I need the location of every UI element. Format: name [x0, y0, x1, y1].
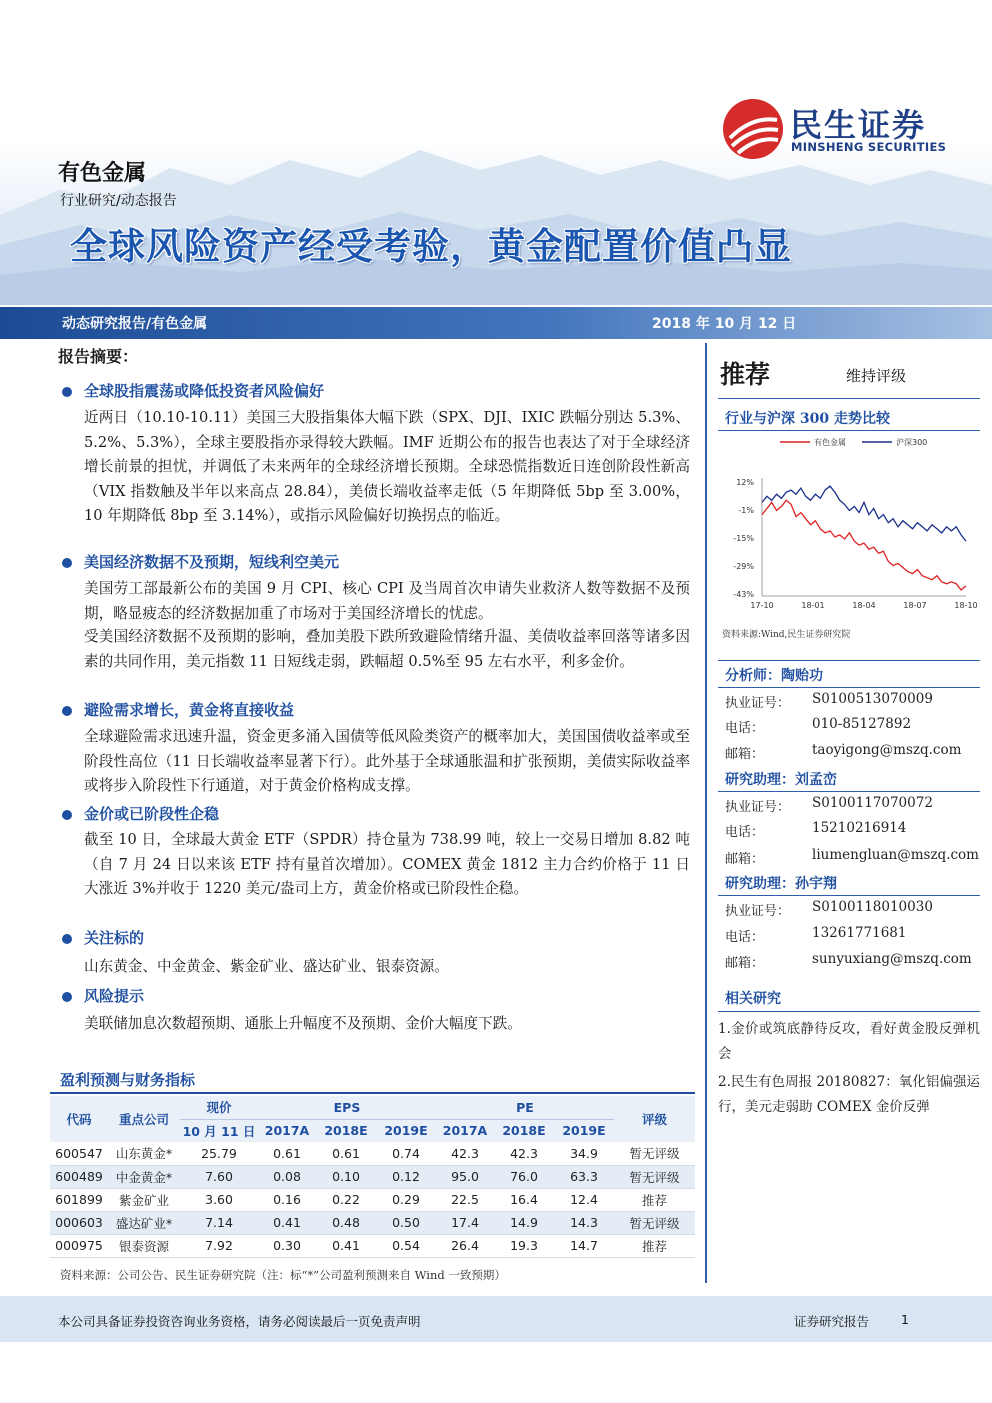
- header-year: 2018E: [494, 1119, 554, 1142]
- cell-pe: 19.3: [494, 1234, 554, 1257]
- cell-rating: 暂无评级: [614, 1165, 695, 1188]
- table-row: [50, 1234, 695, 1257]
- cell-eps: 0.22: [316, 1188, 376, 1211]
- analyst-role: 研究助理：: [725, 876, 795, 892]
- email-address[interactable]: taoyigong@mszq.com: [812, 742, 962, 758]
- cert-number: S0100118010030: [812, 899, 933, 915]
- cell-rating: 暂无评级: [614, 1211, 695, 1234]
- column-divider: [705, 343, 707, 1283]
- header-pe: PE: [436, 1096, 614, 1119]
- bullet-icon: [62, 558, 72, 568]
- cell-price: 3.60: [180, 1188, 258, 1211]
- cell-eps: 0.48: [316, 1211, 376, 1234]
- phone-label: 电话：: [725, 721, 765, 736]
- cell-pe: 16.4: [494, 1188, 554, 1211]
- footer-label: 证券研究报告: [794, 1314, 870, 1329]
- industry-label: 有色金属: [58, 161, 147, 186]
- analyst-name: 刘孟峦: [795, 772, 837, 788]
- header-price: 现价: [180, 1096, 258, 1119]
- cell-pe: 26.4: [436, 1234, 494, 1257]
- header-year: 2019E: [376, 1119, 436, 1142]
- header-company: 重点公司: [108, 1096, 180, 1142]
- cell-eps: 0.29: [376, 1188, 436, 1211]
- email-address[interactable]: liumengluan@mszq.com: [812, 847, 979, 863]
- cell-price: 7.14: [180, 1211, 258, 1234]
- sidebar-rule: [718, 791, 980, 792]
- analyst-heading: [725, 873, 837, 893]
- cell-pe: 42.3: [436, 1142, 494, 1165]
- cell-pe: 34.9: [554, 1142, 614, 1165]
- financial-table: [50, 1096, 695, 1258]
- table-source: 资料来源：公司公告、民生证券研究院（注：标“*”公司盈利预测来自 Wind 一致预期）: [60, 1268, 506, 1282]
- analyst-role: 研究助理：: [725, 772, 795, 788]
- cell-price: 7.60: [180, 1165, 258, 1188]
- header-eps: EPS: [258, 1096, 436, 1119]
- cert-label: 执业证号：: [725, 800, 791, 815]
- cell-price: 7.92: [180, 1234, 258, 1257]
- sidebar-rule: [718, 430, 980, 431]
- header-year: 2018E: [316, 1119, 376, 1142]
- email-address[interactable]: sunyuxiang@mszq.com: [812, 951, 972, 967]
- header-year: 2019E: [554, 1119, 614, 1142]
- cell-eps: 0.54: [376, 1234, 436, 1257]
- chart-source: 资料来源:Wind,民生证券研究院: [722, 630, 851, 640]
- cell-eps: 0.10: [316, 1165, 376, 1188]
- header-rating: 评级: [614, 1096, 695, 1142]
- cell-pe: 17.4: [436, 1211, 494, 1234]
- bullet-icon: [62, 992, 72, 1002]
- cell-company: 山东黄金*: [108, 1142, 180, 1165]
- chart-title: 行业与沪深 300 走势比较: [725, 411, 890, 427]
- rating-maintain: 维持评级: [846, 367, 907, 385]
- section-title: 全球股指震荡或降低投资者风险偏好: [84, 382, 325, 400]
- cell-pe: 22.5: [436, 1188, 494, 1211]
- banner-category: 动态研究报告/有色金属: [62, 316, 208, 332]
- cell-eps: 0.50: [376, 1211, 436, 1234]
- cell-eps: 0.16: [258, 1188, 316, 1211]
- sidebar-rule: [718, 660, 980, 661]
- section-title: 避险需求增长，黄金将直接收益: [84, 701, 295, 719]
- trend-chart: [718, 432, 980, 622]
- phone-number: 13261771681: [812, 925, 907, 941]
- x-tick-label: 18-07: [903, 601, 927, 610]
- header-code: 代码: [50, 1096, 108, 1142]
- related-item[interactable]: 2.民生有色周报 20180827：氧化铝偏强运行，美元走弱助 COMEX 金价反弹: [718, 1074, 980, 1115]
- logo-name: 民生证券: [790, 106, 927, 144]
- section-paragraph: 截至 10 日，全球最大黄金 ETF（SPDR）持仓量为 738.99 吨，较上一交易日增加 8.82 吨（自 7 月 24 日以来该 ETF 持有量首次增加）。COMEX 黄金 1812 主力合约价格于 11 日大涨近 3%并收于 1220 美元/盎司上方，黄金价格或已阶段性企稳。: [84, 831, 690, 897]
- section-paragraph: 全球避险需求迅速升温，资金更多涌入国债等低风险类资产的概率加大，美国国债收益率或至阶段性高位（11 日长端收益率显著下行）。此外基于全球通胀温和扩张预期，美债实际收益率或将步入阶段性下行通道，对于黄金价格构成支撑。: [84, 728, 690, 794]
- x-tick-label: 18-10: [954, 601, 978, 610]
- section-paragraph: 近两日（10.10-10.11）美国三大股指集体大幅下跌（SPX、DJI、IXIC 跌幅分别达 5.3%、5.2%、5.3%），全球主要股指亦录得较大跌幅。IMF 近期公布的报告也表达了对于全球经济增长前景的担忧，并调低了未来两年的全球经济增长预期。全球恐慌指数近日连创阶段性新高（VIX 指数触及半年以来高点 28.84），美债长端收益率走低（5 年期降低 5bp 至 3.00%，10 年期降低 8bp 至 3.14%），或指示风险偏好切换拐点的临近。: [84, 409, 690, 524]
- cell-eps: 0.30: [258, 1234, 316, 1257]
- cell-eps: 0.61: [316, 1142, 376, 1165]
- section-title: 关注标的: [84, 929, 145, 947]
- y-tick-label: -29%: [733, 562, 754, 571]
- cell-company: 中金黄金*: [108, 1165, 180, 1188]
- sidebar-rule: [718, 1011, 980, 1012]
- cell-company: 银泰资源: [108, 1234, 180, 1257]
- cell-pe: 14.9: [494, 1211, 554, 1234]
- cell-code: 600547: [50, 1142, 108, 1165]
- cell-pe: 14.7: [554, 1234, 614, 1257]
- bullet-icon: [62, 934, 72, 944]
- footer-disclaimer: 本公司具备证券投资咨询业务资格，请务必阅读最后一页免责声明: [58, 1314, 421, 1329]
- x-tick-label: 17-10: [750, 601, 774, 610]
- section-title: 金价或已阶段性企稳: [84, 805, 220, 823]
- section-paragraph: 受美国经济数据不及预期的影响，叠加美股下跌所致避险情绪升温、美债收益率回落等诸多因素的共同作用，美元指数 11 日短线走弱，跌幅超 0.5%至 95 左右水平，利多金价。: [84, 628, 690, 670]
- cell-pe: 14.3: [554, 1211, 614, 1234]
- phone-number: 010-85127892: [812, 716, 912, 732]
- phone-label: 电话：: [725, 825, 765, 840]
- email-label: 邮箱：: [725, 747, 765, 762]
- rating-recommend: 推荐: [720, 360, 771, 389]
- table-row: [50, 1142, 695, 1165]
- related-item[interactable]: 1.金价或筑底静待反攻，看好黄金股反弹机会: [718, 1021, 980, 1062]
- table-row: [50, 1188, 695, 1211]
- cell-code: 601899: [50, 1188, 108, 1211]
- cell-pe: 95.0: [436, 1165, 494, 1188]
- y-tick-label: -15%: [733, 534, 754, 543]
- email-label: 邮箱：: [725, 852, 765, 867]
- analyst-name: 陶贻功: [781, 668, 823, 684]
- legend-label: 沪深300: [896, 438, 928, 447]
- header-year: 2017A: [258, 1119, 316, 1142]
- x-tick-label: 18-04: [852, 601, 876, 610]
- header-price-date: 10 月 11 日: [180, 1119, 258, 1142]
- header-year: 2017A: [436, 1119, 494, 1142]
- sidebar-rule: [718, 687, 980, 688]
- phone-label: 电话：: [725, 930, 765, 945]
- cert-label: 执业证号：: [725, 696, 791, 711]
- report-title: 全球风险资产经受考验，黄金配置价值凸显: [70, 225, 792, 268]
- cell-eps: 0.41: [258, 1211, 316, 1234]
- phone-number: 15210216914: [812, 820, 907, 836]
- cell-code: 000975: [50, 1234, 108, 1257]
- section-title: 风险提示: [84, 987, 145, 1005]
- sidebar-rule: [718, 895, 980, 896]
- cell-price: 25.79: [180, 1142, 258, 1165]
- table-title: 盈利预测与财务指标: [60, 1071, 196, 1089]
- page-number: 1: [901, 1312, 909, 1327]
- cell-rating: 推荐: [614, 1234, 695, 1257]
- cell-code: 000603: [50, 1211, 108, 1234]
- cell-pe: 76.0: [494, 1165, 554, 1188]
- logo-emblem-icon: [722, 98, 784, 164]
- abstract-heading: 报告摘要：: [58, 347, 139, 366]
- bullet-icon: [62, 810, 72, 820]
- sidebar-rule: [718, 398, 980, 399]
- table-row: [50, 1165, 695, 1188]
- report-type: 行业研究/动态报告: [60, 193, 177, 209]
- y-tick-label: -43%: [733, 590, 754, 599]
- cell-eps: 0.12: [376, 1165, 436, 1188]
- cell-eps: 0.08: [258, 1165, 316, 1188]
- cell-eps: 0.41: [316, 1234, 376, 1257]
- cell-rating: 暂无评级: [614, 1142, 695, 1165]
- legend-label: 有色金属: [814, 438, 846, 447]
- cert-number: S0100513070009: [812, 691, 933, 707]
- banner-date: 2018 年 10 月 12 日: [652, 316, 797, 332]
- analyst-name: 孙宇翔: [795, 876, 837, 892]
- cell-pe: 12.4: [554, 1188, 614, 1211]
- cell-pe: 63.3: [554, 1165, 614, 1188]
- related-heading: 相关研究: [725, 991, 781, 1007]
- cert-number: S0100117070072: [812, 795, 933, 811]
- section-title: 美国经济数据不及预期，短线利空美元: [84, 553, 340, 571]
- analyst-heading: [725, 665, 823, 685]
- cell-company: 紫金矿业: [108, 1188, 180, 1211]
- cell-rating: 推荐: [614, 1188, 695, 1211]
- logo-english-name: MINSHENG SECURITIES: [791, 140, 947, 154]
- cell-company: 盛达矿业*: [108, 1211, 180, 1234]
- analyst-role: 分析师：: [725, 668, 781, 684]
- section-paragraph: 山东黄金、中金黄金、紫金矿业、盛达矿业、银泰资源。: [84, 958, 449, 975]
- table-top-rule: [50, 1092, 695, 1094]
- section-paragraph: 美联储加息次数超预期、通胀上升幅度不及预期、金价大幅度下跌。: [84, 1015, 522, 1032]
- cell-code: 600489: [50, 1165, 108, 1188]
- x-tick-label: 18-01: [801, 601, 825, 610]
- section-paragraph: 美国劳工部最新公布的美国 9 月 CPI、核心 CPI 及当周首次申请失业救济人数等数据不及预期，略显疲态的经济数据加重了市场对于美国经济增长的忧虑。: [84, 580, 690, 622]
- series-line: [762, 500, 966, 590]
- y-tick-label: -1%: [738, 506, 754, 515]
- bullet-icon: [62, 387, 72, 397]
- cell-pe: 42.3: [494, 1142, 554, 1165]
- cell-eps: 0.74: [376, 1142, 436, 1165]
- table-row: [50, 1211, 695, 1234]
- y-tick-label: 12%: [736, 478, 754, 487]
- cell-eps: 0.61: [258, 1142, 316, 1165]
- analyst-heading: [725, 769, 837, 789]
- bullet-icon: [62, 706, 72, 716]
- email-label: 邮箱：: [725, 956, 765, 971]
- series-line: [762, 486, 966, 541]
- cert-label: 执业证号：: [725, 904, 791, 919]
